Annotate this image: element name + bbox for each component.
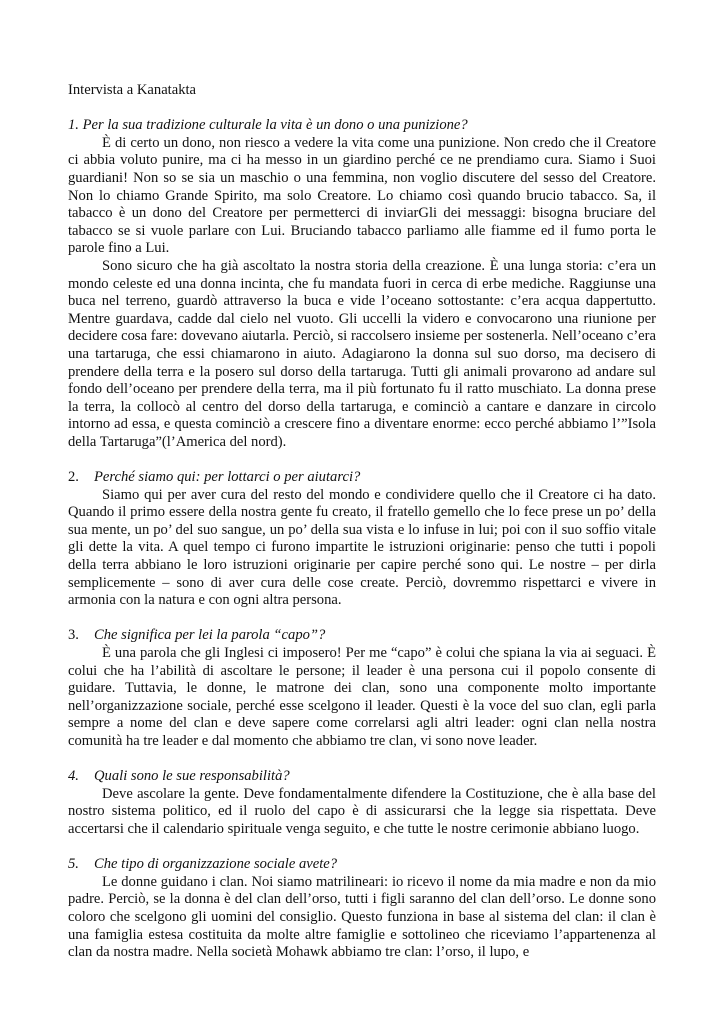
question-text: Perché siamo qui: per lottarci o per aiutarci?	[94, 469, 361, 486]
document-page	[68, 82, 656, 979]
question-2	[68, 469, 656, 487]
question-4	[68, 768, 656, 786]
question-5	[68, 856, 656, 874]
interview-section-1	[68, 117, 656, 451]
answer-paragraph: Le donne guidano i clan. Noi siamo matrilineari: io ricevo il nome da mia madre e non da mio padre. Perciò, se la donna è del clan dell’orso, tutti i figli saranno del clan dell’orso. Le donne sono coloro che scelgono gli uomini del consiglio. Questo funziona in base al sistema del clan: il clan è una famiglia estesa costituita da molte altre famiglie e sottolineo che riceviamo l’appartenenza al clan da nostra madre. Nella società Mohawk abbiamo tre clan: l’orso, il lupo, e	[68, 873, 656, 961]
interview-section-3	[68, 627, 656, 750]
interview-section-4	[68, 768, 656, 838]
document-title: Intervista a Kanatakta	[68, 82, 197, 98]
answer-paragraph: Deve ascolare la gente. Deve fondamentalmente difendere la Costituzione, che è alla base del nostro sistema politico, ed il ruolo del capo è di assicurarsi che la legge sia rispettata. Deve accertarsi che il calendario spirituale venga seguito, e che tutte le nostre cerimonie abbiano luogo.	[68, 785, 656, 837]
answer-paragraph: È una parola che gli Inglesi ci imposero! Per me “capo” è colui che spiana la via ai seguaci. È colui che ha l’abilità di ascoltare le persone; il leader è una persona cui il popolo consente di guidare. Tuttavia, le donne, le matrone dei clan, sono una componente molto importante nell’organizzazione sociale, perché esse scelgono il leader. Questi è la voce del suo clan, egli parla sempre a nome del clan e deve sapere come correlarsi agli altri leader: ogni clan nella nostra comunità ha tre leader e dal momento che abbiamo tre clan, vi sono nove leader.	[68, 645, 656, 749]
question-text: Quali sono le sue responsabilità?	[94, 768, 290, 785]
question-number: 3.	[68, 627, 79, 644]
question-1	[68, 117, 656, 135]
question-3	[68, 627, 656, 645]
answer-paragraph: Sono sicuro che ha già ascoltato la nostra storia della creazione. È una lunga storia: c’era un mondo celeste ed una donna incinta, che fu mandata fuori in cerca di erbe mediche. Raggiunse una buca nel terreno, guardò attraverso la buca e vide l’oceano sottostante: c’era acqua dappertutto. Mentre guardava, cadde dal cielo nel vuoto. Gli uccelli la videro e convocarono una riunione per decidere cosa fare: dovevano aiutarla. Perciò, si raccolsero insieme per sostenerla. Nell’oceano c’era una tartaruga, che essi chiamarono in aiuto. Adagiarono la donna sul suo dorso, ma decisero di prendere della terra e la posero sul dorso della tartaruga. Tutti gli animali provarono ad andare sul fondo dell’oceano per prendere della terra, ma il più fortunato fu il ratto muschiato. La donna prese la terra, la collocò al centro del dorso della tartaruga, e cominciò a cantare e danzare in circolo intorno ad essa, e questa cominciò a crescere fino a diventare enorme: ecco perché abbiamo l’”Isola della Tartaruga”(l’America del nord).	[68, 257, 656, 450]
question-text: Che tipo di organizzazione sociale avete?	[94, 856, 338, 873]
answer-paragraph: Siamo qui per aver cura del resto del mondo e condividere quello che il Creatore ci ha dato. Quando il primo essere della nostra gente fu creato, il fratello gemello che lo fece prese un po’ della sua mente, un po’ del suo sangue, un po’ della sua vista e lo infuse in lui; poi con il suo soffio vitale gli dette la vita. A quel tempo ci furono impartite le istruzioni originarie: penso che tutti i popoli della terra abbiano le loro istruzioni originarie per capire perché sono qui. Le nostre – per dirla semplicemente – sono di aver cura delle cose create. Perciò, dovremmo rispettarci e vivere in armonia con la natura e con ogni altra persona.	[68, 486, 656, 609]
question-text: Che significa per lei la parola “capo”?	[94, 627, 326, 644]
question-text: Per la sua tradizione culturale la vita è un dono o una punizione?	[82, 117, 468, 134]
answer-paragraph: È di certo un dono, non riesco a vedere la vita come una punizione. Non credo che il Creatore ci abbia voluto punire, ma ci ha messo in un giardino perché ce ne prendiamo cura. Siamo i Suoi guardiani! Non so se sia un maschio o una femmina, non voglio discutere del sesso del Creatore. Non lo chiamo Grande Spirito, ma solo Creatore. Lo chiamo così quando brucio tabacco. Sa, il tabacco è un dono del Creatore per permetterci di inviarGli dei messaggi: bisogna bruciare del tabacco se si vuole parlare con Lui. Bruciando tabacco parliamo alle fiamme ed il fumo porta le parole fino a Lui.	[68, 134, 656, 257]
question-number: 1.	[68, 117, 79, 134]
question-number: 2.	[68, 469, 79, 486]
question-number: 5.	[68, 856, 79, 873]
interview-section-2	[68, 469, 656, 610]
question-number: 4.	[68, 768, 79, 785]
interview-section-5	[68, 856, 656, 962]
